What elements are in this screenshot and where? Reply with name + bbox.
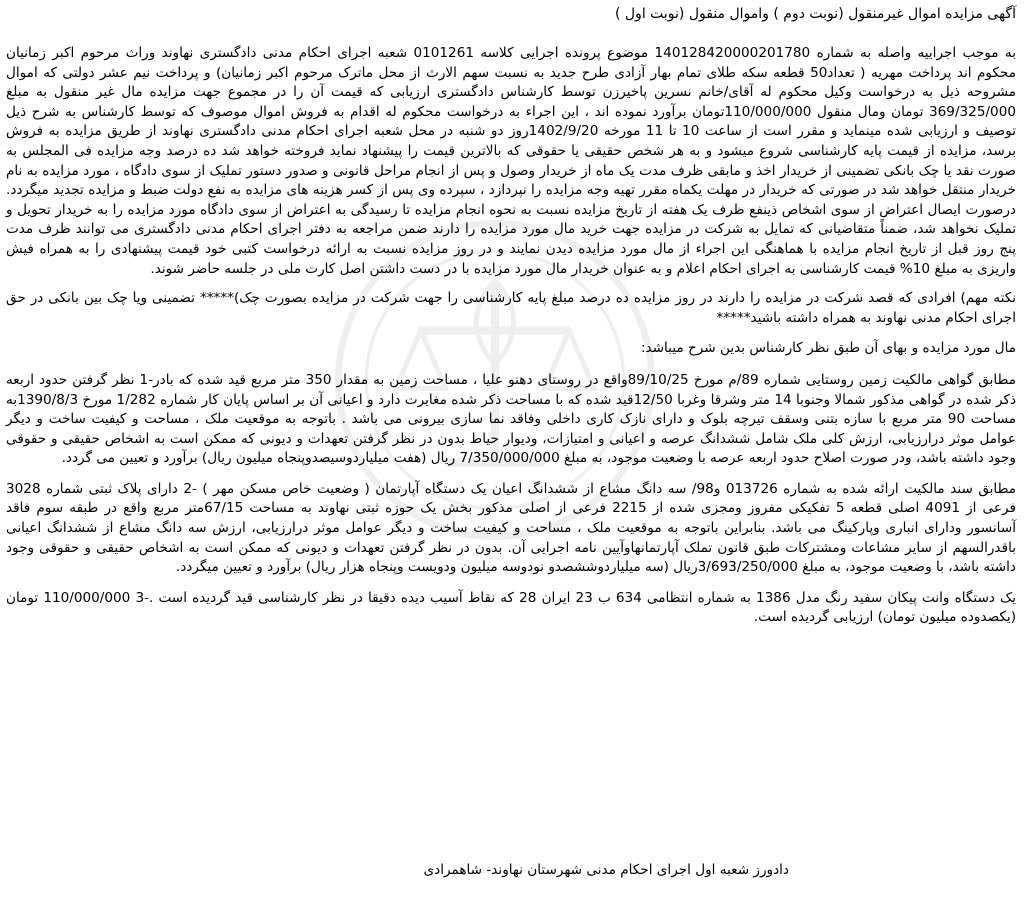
notice-content [6, 4, 1016, 898]
notice-title: آگهی مزایده اموال غیرمنقول (نوبت دوم ) واموال منقول (نوبت اول ) [614, 6, 1016, 22]
notice-intro-paragraph: به موجب اجراییه واصله به شماره 140128420000201780 موضوع پرونده اجرایی کلاسه 0101261 شعبه اجرای احکام مدنی دادگستری نهاوند وراث مرحوم اکبر زمانیان محکوم اند پرداخت مهریه ( تعداد50 قطعه سکه طلای تمام بهار آزادی طرح جدید به نسبت سهم الارث از محل ماترک مرحوم اکبر زمانیان) و پرداخت نیم عشر دولتی که اموال مشروحه ذیل به درخواست وکیل محکوم له آقای/خانم نسرین پاخیرزن توسط کارشناس دادگستری ارزیابی که قیمت آن را در مجموع جهت مزایده مال غیر منقول به مبلغ 369/325/000 تومان ومال منقول 110/000/000تومان برآورد نموده اند ، این اجراء به درخواست محکوم له اقدام به فروش اموال موصوف که توسط کارشناس به شرح ذیل توصیف و ارزیابی شده مینماید و مقرر است از ساعت 10 تا 11 مورخه 1402/9/20روز دو شنبه در محل شعبه اجرای احکام مدنی دادگستری نهاوند از طریق مزایده به فروش برسد، مزایده از قیمت پایه کارشناسی شروع میشود و به هر شخص حقیقی یا حقوقی که بالاترین قیمت را پیشنهاد نماید فروخته خواهد شد ده درصد وجه مزایده فی المجلس به صورت نقد یا چک بانکی تضمینی از خریدار اخذ و مابقی ظرف مدت یک ماه از خریدار وصول و پس از انجام مراحل قانونی و صدور دستور تملیک از سوی دادگاه ، مورد مزایده به نام خریدار منتقل خواهد شد در صورتی که خریدار در مهلت یکماه مقرر تهیه وجه مزایده را نپردازد ، سپرده وی پس از کسر هزینه های مزایده به نفع دولت ضبط و مزایده تجدید میگردد. درصورت ایصال اعتراض از سوی اشخاص ذینفع ظرف یک هفته از تاریخ مزایده نسبت به نحوه انجام مزایده تا رسیدگی به اعتراض از سوی دادگاه مورد مزایده را به خریدار تحویل و تملیک نخواهد شد، ضمناً متقاضیانی که تمایل به شرکت در مزایده جهت خرید مال مورد مزایده را دارند ضمن مراجعه به دفتر اجرای احکام مدنی دادگستری می توانند ظرف مدت پنج روز قبل از تاریخ انجام مزایده با هماهنگی این اجراء از مال مورد مزایده دیدن نمایند و در روز مزایده نسبت به ارائه درخواست کتبی خود قیمت پیشنهادی را به همراه فیش واریزی به مبلغ 10% قیمت کارشناسی به اجرای احکام اعلام و به عنوان خریدار مال مورد مزایده با در دست داشتن اصل کارت ملی در جلسه حاضر شوند. [6, 45, 1016, 277]
important-note-paragraph: نکته مهم) افرادی که قصد شرکت در مزایده را دارند در روز مزایده ده درصد مبلغ پایه کارشناسی را جهت شرکت در مزایده بصورت چک)***** تضمینی ویا چک بین بانکی در حق اجرای احکام مدنی نهاوند به همراه داشته باشید***** [6, 290, 1016, 326]
signature-line: دادورز شعبه اول اجرای احکام مدنی شهرستان نهاوند- شاهمرادی [423, 862, 789, 878]
auction-item-3: یک دستگاه وانت پیکان سفید رنگ مدل 1386 به شماره انتظامی 634 ب 23 ایران 28 که نقاط آسیب دیده دقیقا در نظر کارشناسی قید گردیده است .-3 110/000/000 تومان (یکصدوده میلیون تومان) ارزیابی گردیده است. [6, 589, 1016, 626]
items-lead-text: مال مورد مزایده و بهای آن طبق نظر کارشناس بدین شرح میباشد: [640, 340, 1016, 357]
auction-item-2: مطابق سند مالکیت ارائه شده به شماره 013726 و98/ سه دانگ مشاع از ششدانگ اعیان یک دستگاه آپارتمان ( وضعیت خاص مسکن مهر ) -2 دارای پلاک ثبتی شماره 3028 فرعی از 4091 اصلی قطعه 5 تفکیکی مفروز ومجزی شده از 2215 فرعی از اصلی مذکور بخش یک حوزه ثبتی نهاوند به مساحت 67/15متر مربع واقع در طبقه سوم فاقد آسانسور ودارای انباری وپارکینگ می باشد. بنابراین باتوجه به موقعیت ملک ، مساحت و کیفیت ساخت و دیگر عوامل موثر درارزیابی، ارزش سه دانگ مشاع از ششدانگ اعیانی باقدرالسهم از سایر مشاعات ومشترکات طبق قانون تملک آپارتمانهاوآیین نامه اجرایی آن. بدون در نظر گرفتن تعهدات و دیونی که ممکن است به اشخاص حقیقی و حقوقی وجود داشته باشد، با وضعیت موجود، به مبلغ 3/693/250/000ریال (سه میلیاردوششصدو نودوسه میلیون ودویست وپنجاه هزار ریال) برآورد و تعیین میگردد. [6, 480, 1017, 576]
auction-item-1: مطابق گواهی مالکیت زمین روستایی شماره 89/م مورخ 89/10/25واقع در روستای دهنو علیا ، مساحت زمین به مقدار 350 متر مربع قید شده که بادر-1 نظر گرفتن حدود اربعه ذکر شده در گواهی مذکور شمالا وجنوبا 14 متر وشرقا وغربا 12/50قید شده که با مساحت ذکر شده مغایرت دارد و اعیانی آن بر اساس پایان کار شماره 1/282 مورخ 1390/8/3به مساحت 90 متر مربع با سازه بتنی وسقف تیرچه بلوک و دارای نازک کاری داخلی وفاقد نما سازی بیرونی می باشد . باتوجه به موقعیت ملک ، مساحت و کیفیت ساخت و دیگر عوامل موثر درارزیابی، ارزش کلی ملک شامل ششدانگ عرصه و اعیانی و امتیازات، ودیوار حیاط بدون در نظر گرفتن تعهدات و دیونی که ممکن است به اشخاص حقیقی و حقوقی وجود داشته باشد، ودر صورت اصلاح حدود اربعه عرصه با وضعیت موجود، به مبلغ 7/350/000/000 ریال (هفت میلیاردوسیصدوپنجاه میلیون ریال) برآورد و تعیین می گردد. [6, 371, 1017, 467]
